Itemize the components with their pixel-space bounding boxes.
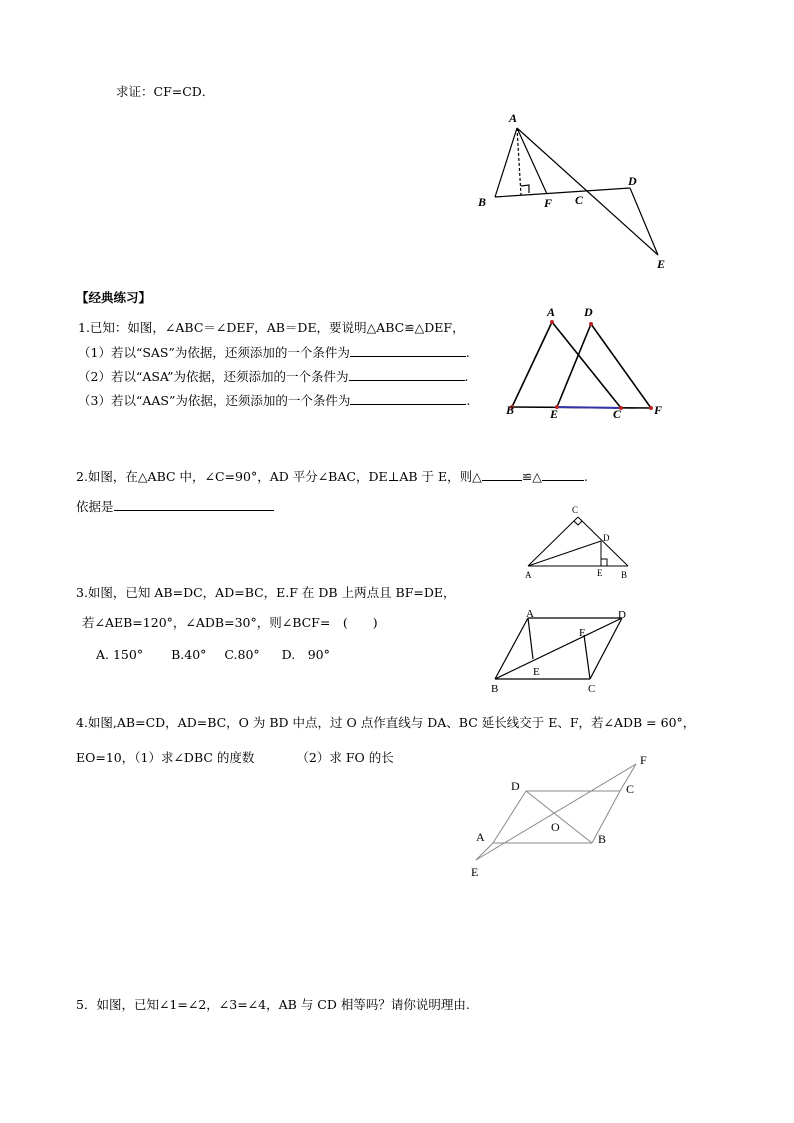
label-A: A	[547, 305, 556, 319]
label-A: A	[509, 111, 518, 125]
label-D: D	[628, 174, 637, 188]
q4-stem: 4.如图,AB=CD，AD=BC，O 为 BD 中点，过 O 点作直线与 DA、BC 延长线交于 E、F，若∠ADB = 60°，	[76, 715, 696, 730]
q1-part1-end: .	[465, 345, 470, 360]
label-O: O	[551, 820, 560, 834]
label-B: B	[491, 683, 499, 695]
figure-top-triangle	[470, 108, 680, 273]
label-E: E	[597, 568, 603, 578]
q1-part1-text: （1）若以“SAS”为依据，还须添加的一个条件为	[78, 345, 350, 360]
q1-stem: 1.已知：如图，∠ABC＝∠DEF，AB＝DE，要说明△ABC≌△DEF，	[78, 320, 465, 335]
label-E: E	[533, 666, 540, 678]
label-C: C	[575, 193, 584, 207]
label-F: F	[654, 403, 663, 417]
q4-part2: （2）求 FO 的长	[296, 750, 394, 765]
label-A: A	[476, 830, 485, 844]
q3-stem: 3.如图，已知 AB=DC，AD=BC，E.F 在 DB 上两点且 BF=DE，	[76, 585, 456, 600]
prove-statement: 求证：CF=CD．	[116, 84, 215, 99]
label-F: F	[544, 196, 553, 210]
q2-stem-a: 2.如图，在△ABC 中，∠C=90°，AD 平分∠BAC，DE⊥AB 于 E，则△	[76, 469, 482, 484]
label-B: B	[478, 195, 487, 209]
q2-basis	[76, 498, 274, 515]
q1-blank1[interactable]	[350, 344, 466, 357]
q5-stem: 5．如图，已知∠1=∠2，∠3=∠4，AB 与 CD 相等吗？请你说明理由.	[76, 997, 470, 1012]
q1-part2-text: （2）若以“ASA”为依据，还须添加的一个条件为	[78, 369, 349, 384]
q1-part2	[78, 368, 469, 385]
q1-part3-text: （3）若以“AAS”为依据，还须添加的一个条件为	[78, 393, 351, 408]
section-title: 【经典练习】	[76, 290, 152, 305]
figure-q1-triangles	[500, 300, 675, 425]
q1-part3-end: .	[466, 393, 471, 408]
q1-part1	[78, 344, 470, 361]
q1-blank3[interactable]	[350, 392, 466, 405]
q2-stem-c: .	[583, 469, 588, 484]
label-C: C	[613, 407, 622, 421]
label-B: B	[598, 832, 607, 846]
q3-line2: 若∠AEB=120°，∠ADB=30°，则∠BCF= ( )	[82, 615, 378, 630]
q3-option-b[interactable]: B.40°	[171, 647, 207, 662]
q1-part3	[78, 392, 470, 409]
figure-q4-parallelogram	[465, 745, 665, 885]
q1-blank2[interactable]	[349, 368, 465, 381]
q3-option-c[interactable]: C.80°	[224, 647, 260, 662]
label-A: A	[525, 570, 532, 580]
q4-line2	[76, 750, 394, 766]
label-D: D	[511, 779, 520, 793]
q3-options	[96, 647, 330, 663]
q2-blank2[interactable]	[542, 468, 584, 481]
label-E: E	[550, 407, 559, 421]
q3-option-a[interactable]: A. 150°	[96, 647, 144, 662]
label-D: D	[603, 533, 610, 543]
q4-part1: EO=10，（1）求∠DBC 的度数	[76, 750, 255, 765]
figure-q2-right-triangle	[520, 500, 635, 585]
label-B: B	[621, 570, 628, 580]
q1-part2-end: .	[464, 369, 469, 384]
label-C: C	[588, 683, 596, 695]
q2-blank1[interactable]	[482, 468, 522, 481]
figure-q3-parallelogram	[485, 600, 635, 700]
label-E: E	[657, 257, 666, 271]
label-F: F	[640, 753, 647, 767]
label-D: D	[618, 609, 626, 621]
label-F: F	[579, 627, 586, 639]
label-C: C	[626, 782, 635, 796]
q2-blank-basis[interactable]	[114, 498, 274, 511]
label-B: B	[506, 403, 515, 417]
q2-stem	[76, 468, 588, 485]
label-C: C	[572, 505, 579, 515]
q3-option-d[interactable]: D. 90°	[281, 647, 330, 662]
label-E: E	[471, 865, 479, 879]
label-A: A	[526, 608, 534, 620]
q2-stem-b: ≌△	[521, 469, 542, 484]
q2-basis-label: 依据是	[76, 499, 114, 514]
label-D: D	[584, 305, 593, 319]
